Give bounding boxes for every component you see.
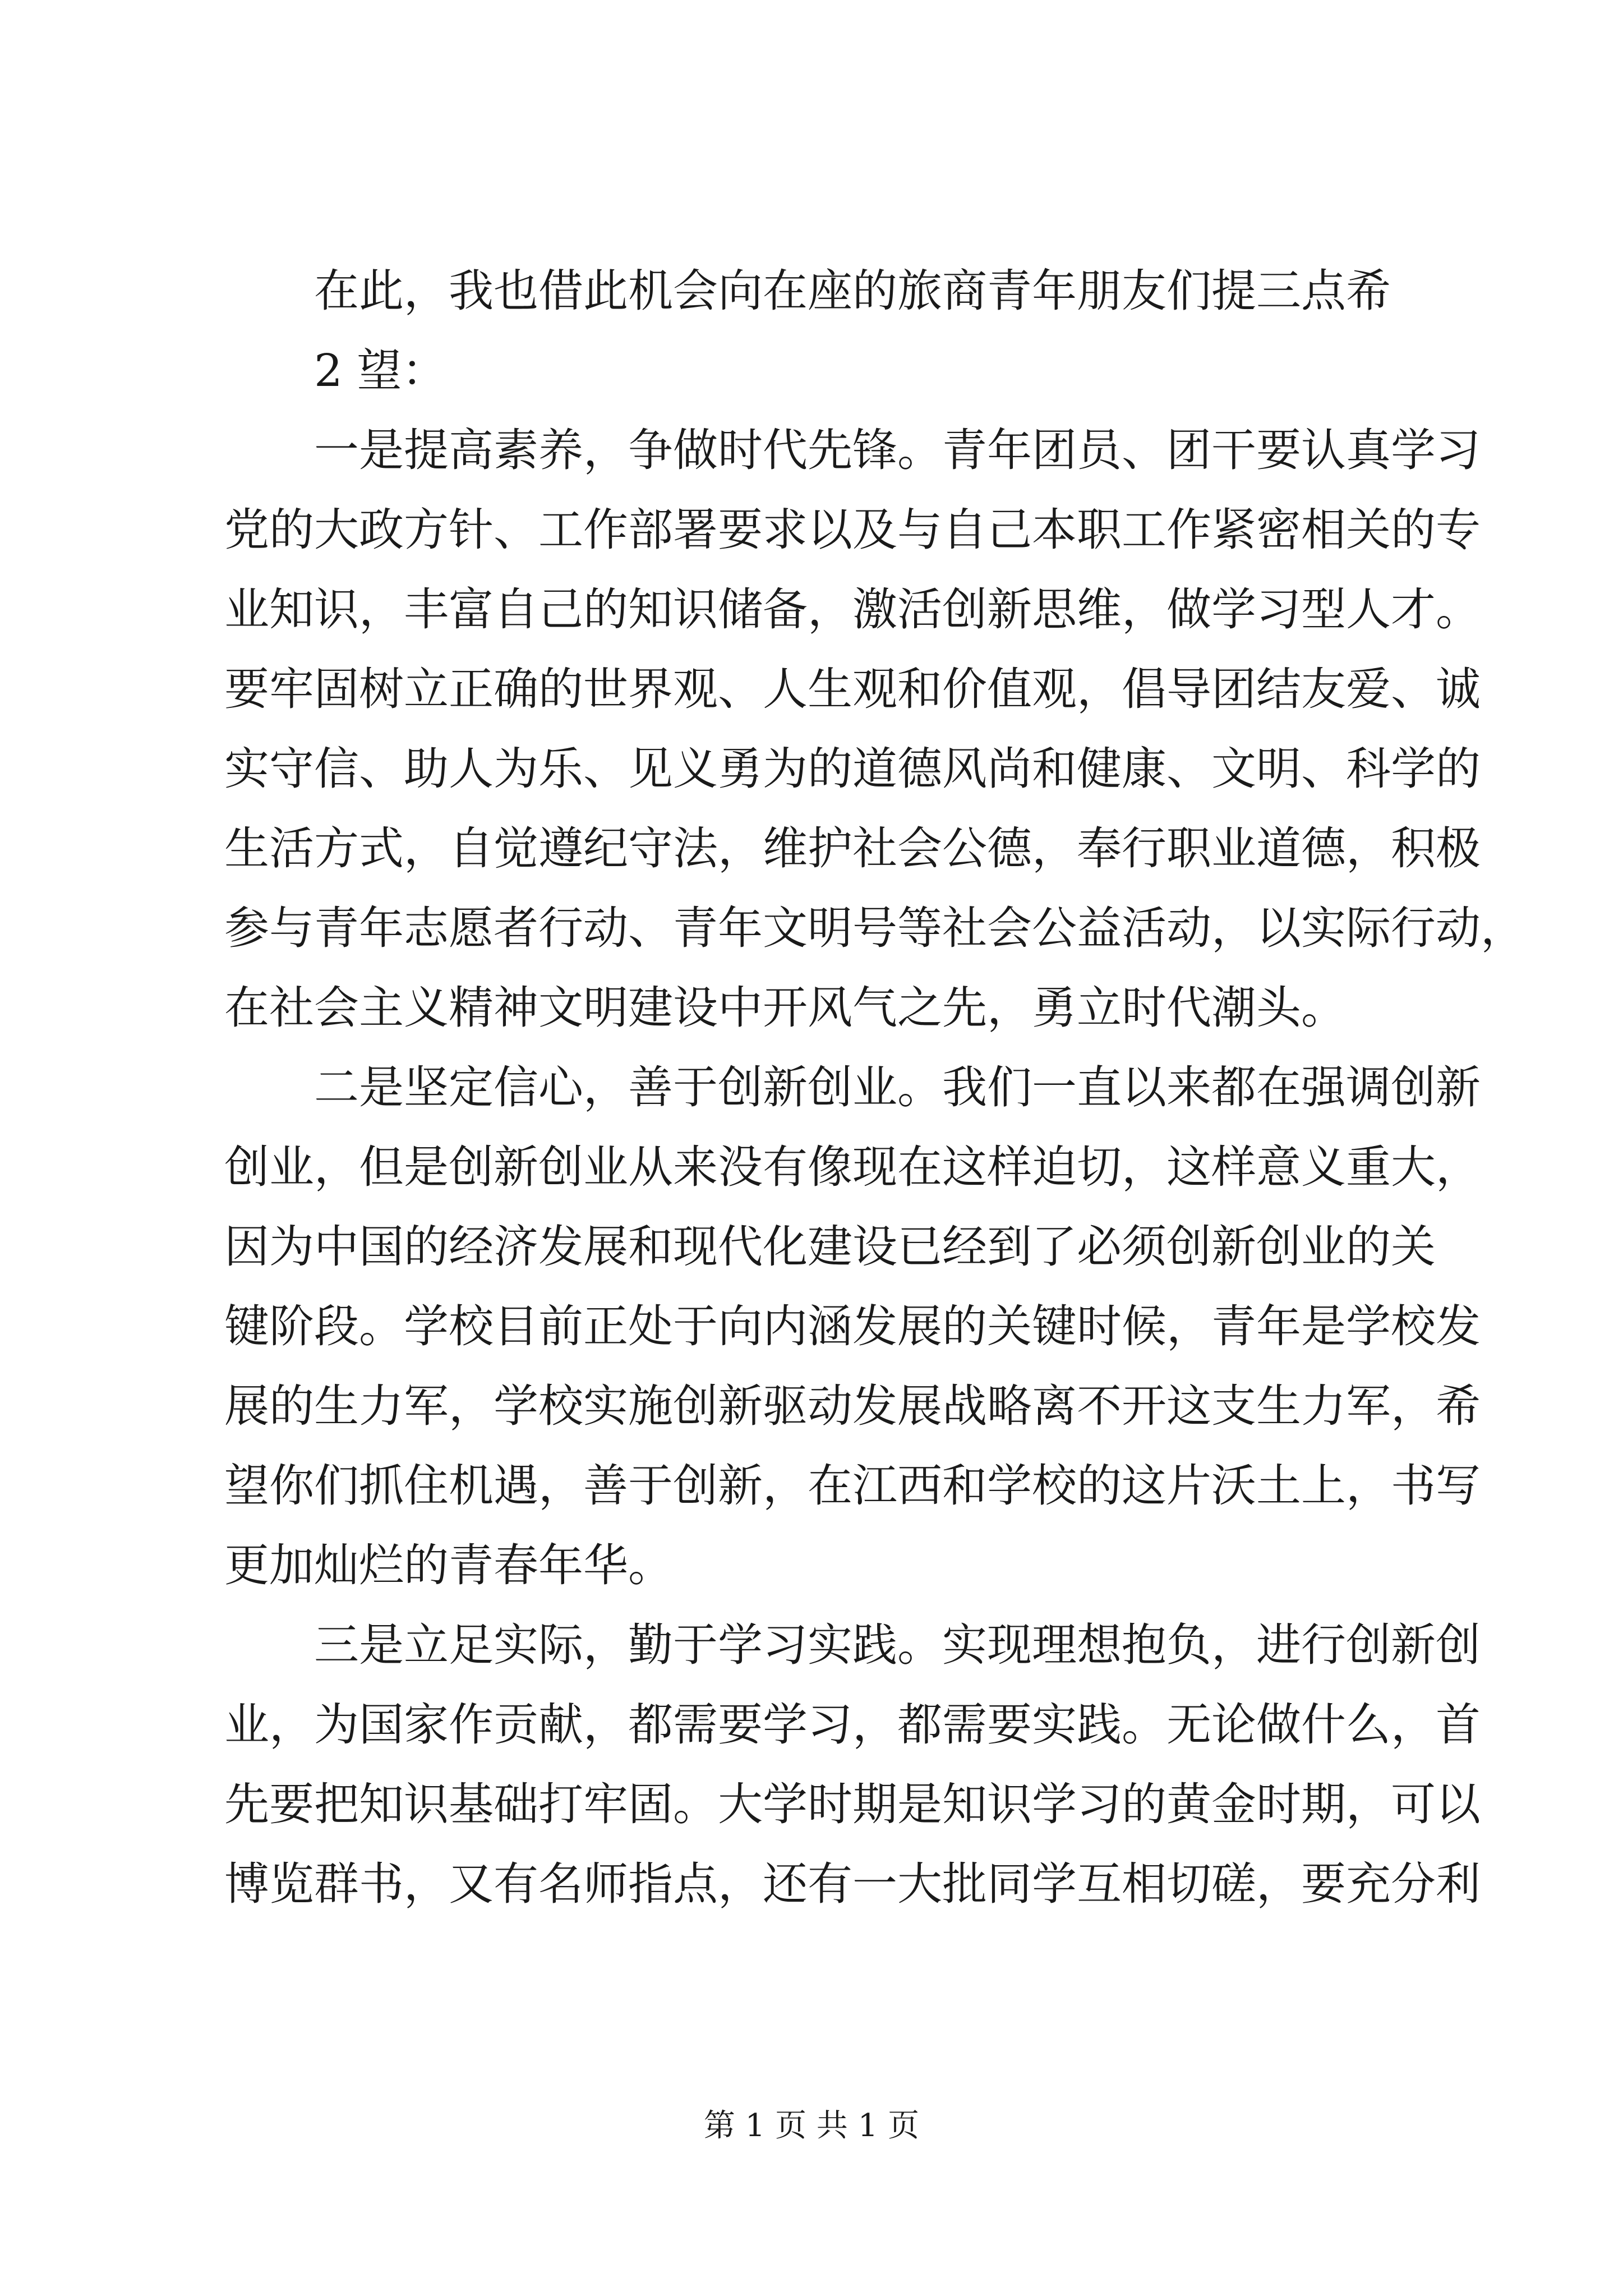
text-line: 生活方式，自觉遵纪守法，维护社会公德，奉行职业道德，积极 (224, 822, 1481, 875)
text-line: 键阶段。学校目前正处于向内涵发展的关键时候，青年是学校发 (224, 1300, 1481, 1352)
text-line: 二是坚定信心，善于创新创业。我们一直以来都在强调创新 (314, 1061, 1481, 1114)
text-line: 博览群书，又有名师指点，还有一大批同学互相切磋，要充分利 (224, 1858, 1481, 1910)
page-footer: 第 1 页 共 1 页 (703, 2108, 920, 2144)
paragraph-three (224, 1605, 1481, 1924)
text-line: 业知识，丰富自己的知识储备，激活创新思维，做学习型人才。 (224, 583, 1481, 636)
text-line: 要牢固树立正确的世界观、人生观和价值观，倡导团结友爱、诚 (224, 663, 1481, 715)
text-line: 创业，但是创新创业从来没有像现在这样迫切，这样意义重大， (224, 1141, 1481, 1193)
text-line: 一是提高素养，争做时代先锋。青年团员、团干要认真学习 (314, 424, 1481, 476)
text-line: 参与青年志愿者行动、青年文明号等社会公益活动，以实际行动， (224, 902, 1525, 954)
text-line: 在此，我也借此机会向在座的旅商青年朋友们提三点希 (314, 265, 1391, 317)
text-line: 三是立足实际，勤于学习实践。实现理想抱负，进行创新创 (314, 1619, 1481, 1671)
text-line: 业，为国家作贡献，都需要学习，都需要实践。无论做什么，首 (224, 1699, 1481, 1751)
text-line: 更加灿烂的青春年华。 (224, 1539, 673, 1591)
text-line: 2 望： (314, 344, 447, 397)
paragraph-intro (224, 251, 1436, 411)
paragraph-one (224, 411, 1525, 1048)
text-line: 在社会主义精神文明建设中开风气之先，勇立时代潮头。 (224, 982, 1346, 1034)
text-line: 因为中国的经济发展和现代化建设已经到了必须创新创业的关 (224, 1221, 1436, 1273)
text-line: 展的生力军，学校实施创新驱动发展战略离不开这支生力军，希 (224, 1380, 1481, 1432)
text-line: 实守信、助人为乐、见义勇为的道德风尚和健康、文明、科学的 (224, 743, 1481, 795)
document-body (224, 251, 1525, 1924)
paragraph-two (224, 1048, 1481, 1605)
text-line: 党的大政方针、工作部署要求以及与自己本职工作紧密相关的专 (224, 504, 1481, 556)
text-line: 先要把知识基础打牢固。大学时期是知识学习的黄金时期，可以 (224, 1778, 1481, 1830)
text-line: 望你们抓住机遇，善于创新，在江西和学校的这片沃土上，书写 (224, 1460, 1481, 1512)
